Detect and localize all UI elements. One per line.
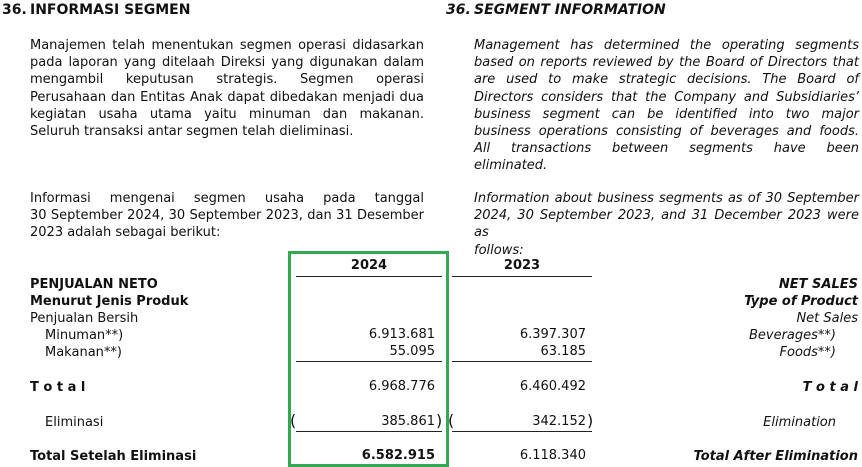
label-net-sales-sub-en: Net Sales [796, 311, 858, 326]
paragraph-line: business segment can be identified into two major [474, 106, 859, 122]
value-elimination-2023: 342.152 [532, 414, 586, 429]
paragraph-line: Informasi mengenai segmen usaha pada tanggal [30, 191, 424, 206]
paren-open-2023: ( [448, 411, 455, 430]
value-total-after-2023: 6.118.340 [519, 448, 586, 463]
paragraph-line: kegiatan usaha utama yaitu minuman dan makanan. [30, 106, 424, 122]
label-total-after-elimination-en: Total After Elimination [693, 449, 858, 464]
paragraph-line: follows: [474, 242, 524, 258]
left-paragraph-1 [30, 37, 424, 140]
right-section-number: 36. [446, 2, 471, 18]
label-foods: Makanan**) [45, 345, 122, 360]
paragraph-line: Manajemen telah menentukan segmen operasi didasarkan [30, 38, 424, 53]
column-header-2023: 2023 [503, 258, 541, 273]
label-type-of-product: Type of Product [744, 294, 858, 309]
paren-open-2024: ( [290, 411, 297, 430]
paragraph-line: Management has determined the operating segments [474, 38, 859, 53]
paren-close-2023: ) [587, 411, 594, 430]
paragraph-line: eliminated. [474, 158, 548, 174]
header-underline-2023 [452, 276, 592, 277]
label-elimination-en: Elimination [763, 415, 836, 430]
label-net-sales: PENJUALAN NETO [30, 277, 158, 292]
paragraph-line: Directors considers that the Company and Subsidiaries’ [474, 89, 859, 105]
paragraph-line: based on reports reviewed by the Board of Directors that [474, 55, 859, 71]
paragraph-line: mengambil keputusan strategis. Segmen operasi [30, 72, 424, 88]
left-section-title: INFORMASI SEGMEN [30, 2, 191, 18]
paragraph-line: 2023 adalah sebagai berikut: [30, 225, 221, 241]
paragraph-line: Information about business segments as of 30 September [474, 191, 859, 206]
label-total-en: T o t a l [802, 380, 858, 395]
label-elimination: Eliminasi [45, 415, 104, 430]
label-beverages: Minuman**) [45, 328, 124, 343]
value-beverages-2023: 6.397.307 [519, 327, 586, 342]
value-elimination-2024: 385.861 [381, 414, 435, 429]
subtotal-line-2023 [452, 361, 592, 362]
right-paragraph-2 [474, 190, 859, 259]
value-foods-2023: 63.185 [540, 344, 586, 359]
label-total: T o t a l [30, 380, 86, 395]
column-header-2024: 2024 [350, 258, 388, 273]
label-net-sales-sub: Penjualan Bersih [30, 311, 139, 326]
right-section-title: SEGMENT INFORMATION [474, 2, 666, 18]
paragraph-line: pada laporan yang ditelaah Direksi yang digunakan dalam [30, 55, 424, 71]
left-paragraph-2 [30, 190, 424, 242]
paragraph-line: 2024, 30 September 2023, and 31 December 2023 were as [474, 208, 859, 241]
value-total-2023: 6.460.492 [519, 379, 586, 394]
left-section-number: 36. [2, 2, 27, 18]
label-total-after-elimination: Total Setelah Eliminasi [30, 449, 197, 464]
paren-close-2024: ) [436, 411, 443, 430]
value-total-2024: 6.968.776 [368, 379, 435, 394]
value-foods-2024: 55.095 [389, 344, 435, 359]
paragraph-line: 30 September 2024, 30 September 2023, dan 31 Desember [30, 208, 424, 224]
label-by-product: Menurut Jenis Produk [30, 294, 189, 309]
highlight-box-2024-column [288, 251, 449, 467]
elimination-line-2023 [452, 431, 592, 432]
paragraph-line: Perusahaan dan Entitas Anak dapat dibedakan menjadi dua [30, 89, 424, 105]
value-total-after-2024: 6.582.915 [361, 448, 435, 463]
label-beverages-en: Beverages**) [748, 328, 836, 343]
paragraph-line: business operations consisting of beverages and foods. [474, 124, 859, 140]
label-foods-en: Foods**) [779, 345, 836, 360]
value-beverages-2024: 6.913.681 [368, 327, 435, 342]
paragraph-line: All transactions between segments have been [474, 141, 859, 157]
paragraph-line: Seluruh transaksi antar segmen telah dieliminasi. [30, 124, 354, 140]
right-paragraph-1 [474, 37, 859, 175]
paragraph-line: are used to make strategic decisions. The Board of [474, 72, 859, 88]
label-net-sales-en: NET SALES [778, 277, 858, 292]
